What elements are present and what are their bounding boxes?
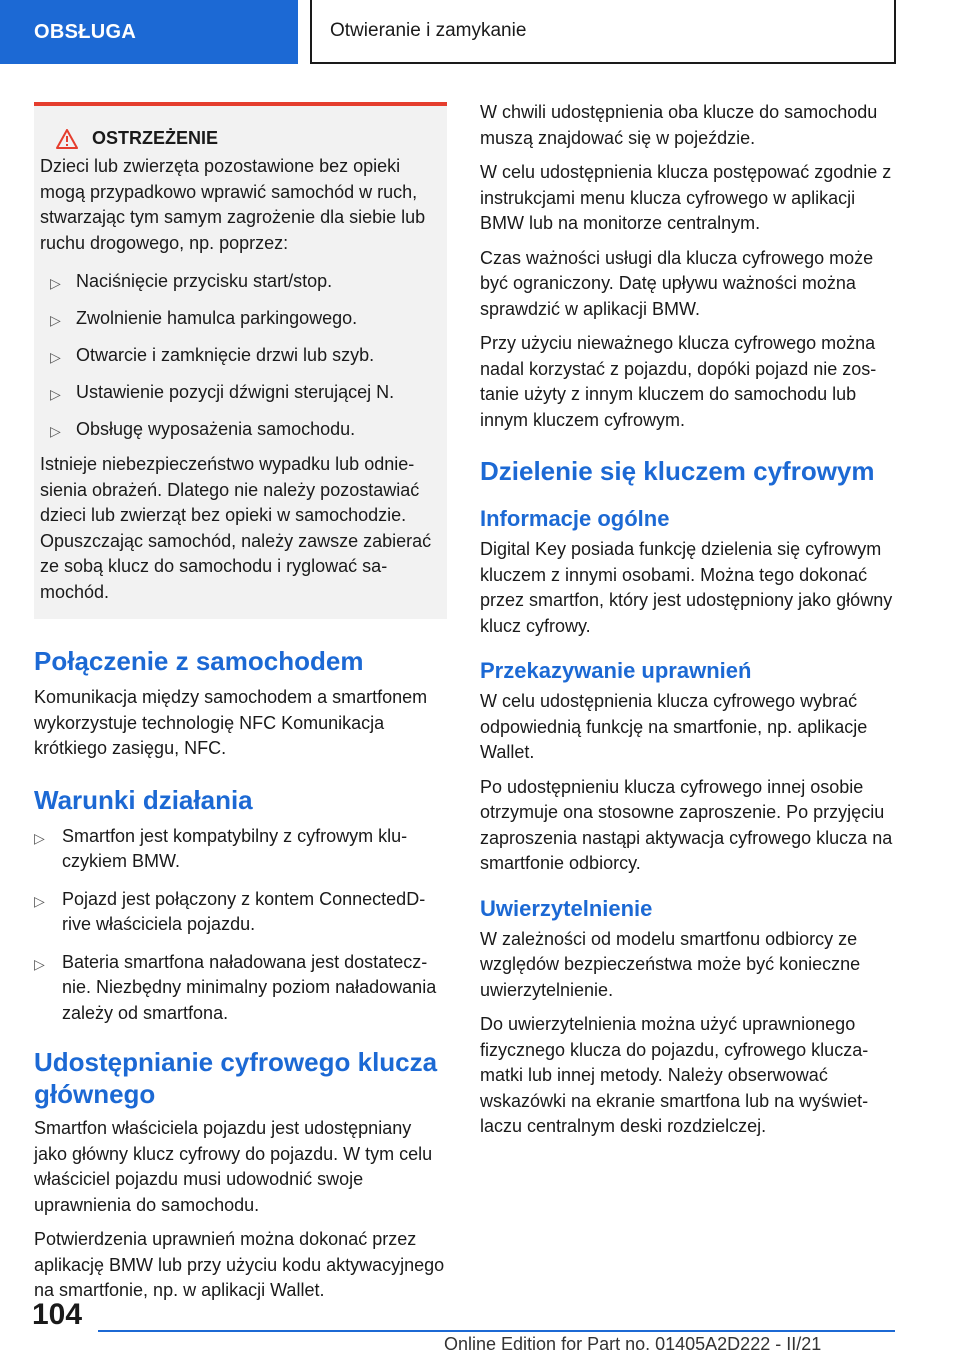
list-item: ▷ Otwarcie i zamknięcie drzwi lub szyb. (40, 339, 439, 372)
bullet-triangle-icon: ▷ (50, 386, 61, 402)
page-number: 104 (32, 1298, 83, 1331)
section-tab (0, 0, 298, 64)
right-column (480, 100, 898, 1149)
right-intro-p1: W chwili udostępnienia oba klucze do samochodu muszą znajdować się w pojeździe. (480, 102, 878, 148)
left-column (34, 102, 447, 1313)
warning-list (40, 265, 439, 446)
list-item: ▷ Smartfon jest kompatybilny z cyfrowym kluczykiem BMW. (34, 825, 408, 871)
bullet-triangle-icon: ▷ (34, 892, 45, 909)
sharing-main-p1: Smartfon właściciela pojazdu jest udostępniany jako główny klucz cyfrowy do pojazdu. W tym celu właściciel pojazdu musi udowodnić swoje uprawnienia do samochodu. (34, 1118, 433, 1215)
bullet-triangle-icon: ▷ (50, 423, 61, 439)
warning-header (40, 128, 439, 149)
chapter-header (310, 0, 896, 64)
heading-conditions: Warunki działania (34, 784, 253, 815)
bullet-triangle-icon: ▷ (50, 349, 61, 365)
transfer-p2: Po udostępnieniu klucza cyfrowego innej osobie otrzymuje ona stosowne zaproszenie. Po przyjęciu zaproszenia nastąpi aktywacja cyfrowego klucza na smartfonie odbiorcy. (480, 776, 893, 873)
connection-text: Komunikacja między samochodem a smartfonem wykorzystuje technologię NFC Komunikacja krótkiego zasięgu, NFC. (34, 687, 428, 758)
list-item: ▷ Zwolnienie hamulca parkingowego. (40, 302, 439, 335)
warning-intro: Dzieci lub zwierzęta pozostawione bez opieki mogą przypadkowo wprawić samochód w ruch, stwarzając tym samym zagrożenie dla siebie lub ruchu drogowego, np. poprzez: (40, 156, 426, 253)
list-item: ▷ Pojazd jest połączony z kontem ConnectedDrive właściciela pojazdu. (34, 888, 426, 934)
list-item: ▷ Bateria smartfona naładowana jest dostatecznie. Niezbędny minimalny poziom naładowania zależy od smartfona. (34, 951, 437, 1023)
heading-sharing-main: Udostępnianie cyfrowego klucza głównego (34, 1047, 438, 1109)
bullet-triangle-icon: ▷ (50, 312, 61, 328)
conditions-list (34, 824, 447, 1027)
warning-title: OSTRZEŻENIE (92, 128, 219, 148)
auth-p2: Do uwierzytelnienia można użyć uprawnionego fizycznego klucza do pojazdu, cyfrowego kluczamatki lub innej metody. Należy obserwować wskazówki na ekranie smartfona lub na wyświetlaczu centralnym deski rozdzielczej. (480, 1014, 869, 1136)
warning-outro: Istnieje niebezpieczeństwo wypadku lub odniesienia obrażeń. Dlatego nie należy pozostawiać dzieci lub zwierząt bez opieki w samochodzie. Opuszczając samochód, należy zawsze zabierać ze sobą klucz do samochodu i ryglować samochód. (40, 454, 432, 602)
chapter-title: Otwieranie i zamykanie (330, 20, 527, 41)
footer-edition: Online Edition for Part no. 01405A2D222 - II/21 (444, 1334, 822, 1354)
footer-divider (98, 1330, 895, 1332)
right-intro-p3: Czas ważności usługi dla klucza cyfrowego może być ograniczony. Datę upływu ważności można sprawdzić w aplikacji BMW. (480, 247, 874, 319)
section-title: OBSŁUGA (34, 20, 137, 43)
bullet-triangle-icon: ▷ (34, 955, 45, 972)
general-text: Digital Key posiada funkcję dzielenia się cyfrowym kluczem z innymi osobami. Można tego dokonać przez smartfon, który jest udostępniony jako główny klucz cyfrowy. (480, 539, 893, 636)
right-intro-p4: Przy użyciu nieważnego klucza cyfrowego można nadal korzystać z pojazdu, dopóki pojazd nie zostanie użyty z innym kluczem do samochodu lub innym kluczem cyfrowym. (480, 333, 877, 430)
auth-p1: W zależności od modelu smartfonu odbiorcy ze względów bezpieczeństwa może być konieczne uwierzytelnienie. (480, 928, 861, 1000)
heading-connection: Połączenie z samochodem (34, 646, 364, 676)
heading-general: Informacje ogólne (480, 506, 670, 531)
warning-triangle-icon (56, 129, 78, 149)
heading-transfer: Przekazywanie uprawnień (480, 658, 752, 683)
list-item: ▷ Ustawienie pozycji dźwigni sterującej N. (40, 376, 439, 409)
bullet-triangle-icon: ▷ (34, 829, 45, 846)
warning-box (34, 102, 447, 619)
heading-digital-share: Dzielenie się kluczem cyfrowym (480, 456, 875, 486)
transfer-p1: W celu udostępnienia klucza cyfrowego wybrać odpowiednią funkcję na smartfonie, np. aplikacje Wallet. (480, 691, 868, 762)
bullet-triangle-icon: ▷ (50, 275, 61, 291)
sharing-main-p2: Potwierdzenia uprawnień można dokonać przez aplikację BMW lub przy użyciu kodu aktywacyjnego na smartfonie, np. w aplikacji Wallet. (34, 1229, 445, 1300)
right-intro-p2: W celu udostępnienia klucza postępować zgodnie z instrukcjami menu klucza cyfrowego w aplikacji BMW lub na monitorze centralnym. (480, 162, 892, 233)
heading-auth: Uwierzytelnienie (480, 895, 653, 921)
list-item: ▷ Obsługę wyposażenia samochodu. (40, 413, 439, 446)
list-item: ▷ Naciśnięcie przycisku start/stop. (40, 265, 439, 298)
